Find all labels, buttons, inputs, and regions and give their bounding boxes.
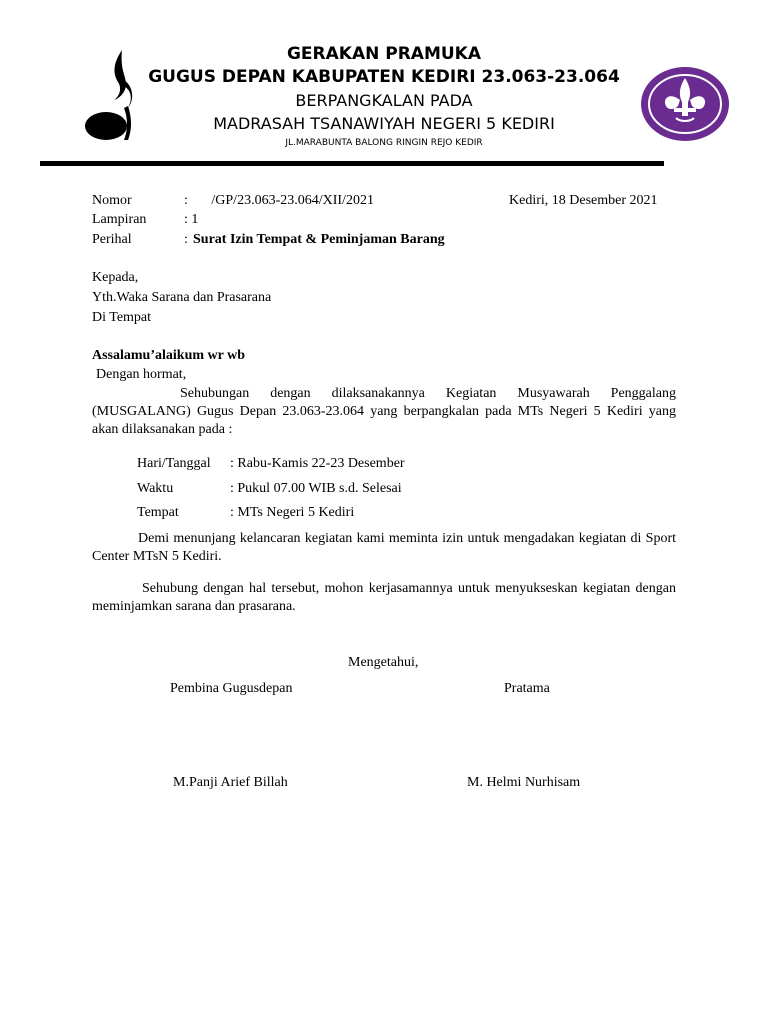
- letterhead-divider: [40, 161, 664, 166]
- letter-date: Kediri, 18 Desember 2021: [509, 193, 658, 208]
- signature-title-left: Pembina Gugusdepan: [170, 681, 293, 696]
- perihal-value: Surat Izin Tempat & Peminjaman Barang: [193, 232, 445, 247]
- recipient-line-1: Kepada,: [92, 270, 139, 285]
- address: JL.MARABUNTA BALONG RINGIN REJO KEDIR: [285, 138, 483, 148]
- perihal-label: Perihal: [92, 232, 132, 247]
- salutation: Dengan hormat,: [96, 367, 187, 382]
- body-paragraph-3: Sehubung dengan hal tersebut, mohon kerjasamannya untuk menyukseskan kegiatan dengan meminjamkan sarana dan prasarana.: [92, 581, 676, 614]
- body-paragraph-1: Sehubungan dengan dilaksanakannya Kegiatan Musyawarah Penggalang (MUSGALANG) Gugus Depan 23.063-23.064 yang berpangkalan pada MTs Negeri 5 Kediri yang akan dilaksanakan pada :: [92, 386, 676, 437]
- greeting: Assalamu’alaikum wr wb: [92, 348, 245, 363]
- signature-name-right: M. Helmi Nurhisam: [467, 775, 581, 790]
- acknowledged-label: Mengetahui,: [348, 655, 419, 670]
- signature-name-left: M.Panji Arief Billah: [173, 775, 288, 790]
- detail-value-day: : Rabu-Kamis 22-23 Desember: [230, 456, 405, 471]
- gugus-depan-name: GUGUS DEPAN KABUPATEN KEDIRI 23.063-23.064: [148, 67, 620, 87]
- detail-value-place: : MTs Negeri 5 Kediri: [230, 505, 355, 520]
- signature-title-right: Pratama: [504, 681, 550, 696]
- detail-label-day: Hari/Tanggal: [137, 456, 211, 471]
- recipient-line-2: Yth.Waka Sarana dan Prasarana: [92, 290, 272, 305]
- base-label: BERPANGKALAN PADA: [295, 91, 473, 110]
- nomor-value: : /GP/23.063-23.064/XII/2021: [184, 193, 374, 208]
- recipient-line-3: Di Tempat: [92, 310, 152, 325]
- detail-label-time: Waktu: [137, 481, 174, 496]
- org-name: GERAKAN PRAMUKA: [286, 44, 482, 64]
- perihal-colon: :: [184, 232, 188, 247]
- detail-value-time: : Pukul 07.00 WIB s.d. Selesai: [230, 481, 402, 496]
- school-name: MADRASAH TSANAWIYAH NEGERI 5 KEDIRI: [213, 114, 555, 133]
- nomor-label: Nomor: [92, 193, 132, 208]
- body-paragraph-2: Demi menunjang kelancaran kegiatan kami meminta izin untuk mengadakan kegiatan di Sport Center MTsN 5 Kediri.: [92, 531, 676, 564]
- lampiran-label: Lampiran: [92, 212, 147, 227]
- detail-label-place: Tempat: [137, 505, 179, 520]
- lampiran-value: : 1: [184, 212, 199, 227]
